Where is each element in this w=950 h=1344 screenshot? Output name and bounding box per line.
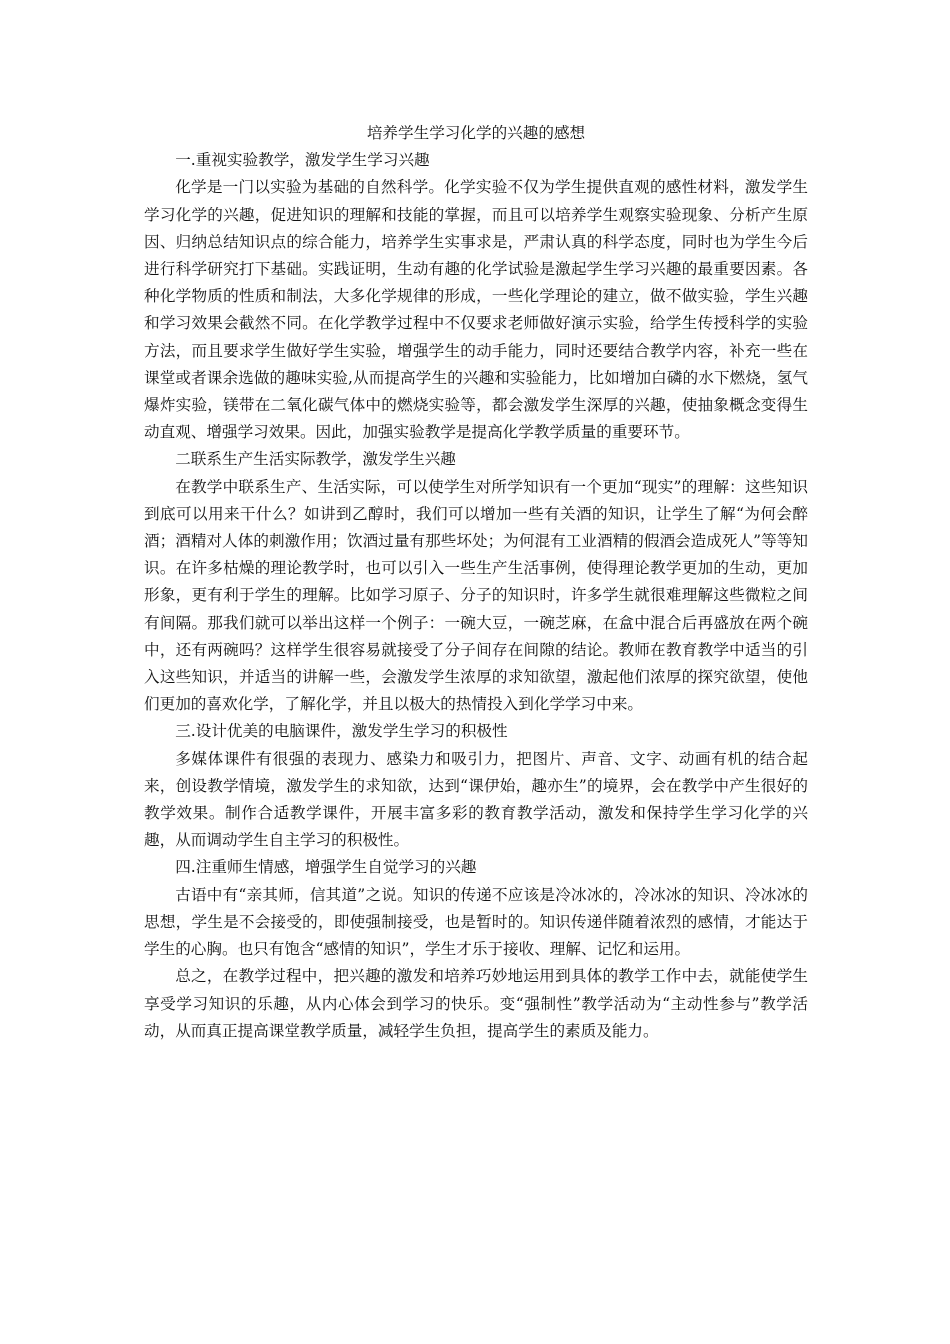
paragraph: 多媒体课件有很强的表现力、感染力和吸引力，把图片、声音、文字、动画有机的结合起来，创设教学情境，激发学生的求知欲，达到“课伊始，趣亦生”的境界，会在教学中产生很好的教学效果。制作合适教学课件，开展丰富多彩的教育教学活动，激发和保持学生学习化学的兴趣，从而调动学生自主学习的积极性。 <box>144 749 808 850</box>
section-heading: 四.注重师生情感，增强学生自觉学习的兴趣 <box>175 858 477 877</box>
paragraph: 古语中有“亲其师，信其道”之说。知识的传递不应该是冷冰冰的，冷冰冰的知识、冷冰冰的思想，学生是不会接受的，即使强制接受，也是暂时的。知识传递伴随着浓烈的感情，才能达于学生的心胸。也只有饱含“感情的知识”，学生才乐于接收、理解、记忆和运用。 <box>144 885 808 959</box>
section-1 <box>144 147 808 446</box>
section-2 <box>144 446 808 718</box>
section-heading: 三.设计优美的电脑课件，激发学生学习的积极性 <box>175 722 508 741</box>
conclusion-paragraph: 总之，在教学过程中，把兴趣的激发和培养巧妙地运用到具体的教学工作中去，就能使学生享受学习知识的乐趣，从内心体会到学习的快乐。变“强制性”教学活动为“主动性参与”教学活动，从而真正提高课堂教学质量，减轻学生负担，提高学生的素质及能力。 <box>144 967 808 1040</box>
paragraph: 在教学中联系生产、生活实际，可以使学生对所学知识有一个更加“现实”的理解：这些知识到底可以用来干什么？如讲到乙醇时，我们可以增加一些有关酒的知识，让学生了解“为何会醉酒；酒精对人体的刺激作用；饮酒过量有那些坏处；为何混有工业酒精的假酒会造成死人”等等知识。在许多枯燥的理论教学时，也可以引入一些生产生活事例，使得理论教学更加的生动，更加形象，更有利于学生的理解。比如学习原子、分子的知识时，许多学生就很难理解这些微粒之间有间隔。那我们就可以举出这样一个例子：一碗大豆，一碗芝麻，在盒中混合后再盛放在两个碗中，还有两碗吗？这样学生很容易就接受了分子间存在间隙的结论。教师在教育教学中适当的引入这些知识，并适当的讲解一些，会激发学生浓厚的求知欲望，激起他们浓厚的探究欲望，使他们更加的喜欢化学，了解化学，并且以极大的热情投入到化学学习中来。 <box>144 477 808 714</box>
section-4 <box>144 854 808 1044</box>
section-heading: 一.重视实验教学，激发学生学习兴趣 <box>175 151 430 170</box>
document-page <box>144 120 808 1045</box>
section-heading: 二联系生产生活实际教学，激发学生兴趣 <box>175 450 456 469</box>
paragraph: 化学是一门以实验为基础的自然科学。化学实验不仅为学生提供直观的感性材料，激发学生学习化学的兴趣，促进知识的理解和技能的掌握，而且可以培养学生观察实验现象、分析产生原因、归纳总结知识点的综合能力，培养学生实事求是，严肃认真的科学态度，同时也为学生今后进行科学研究打下基础。实践证明，生动有趣的化学试验是激起学生学习兴趣的最重要因素。各种化学物质的性质和制法，大多化学规律的形成，一些化学理论的建立，做不做实验，学生兴趣和学习效果会截然不同。在化学教学过程中不仅要求老师做好演示实验，给学生传授科学的实验方法，而且要求学生做好学生实验，增强学生的动手能力，同时还要结合教学内容，补充一些在课堂或者课余选做的趣味实验,从而提高学生的兴趣和实验能力，比如增加白磷的水下燃烧，氢气爆炸实验，镁带在二氧化碳气体中的燃烧实验等，都会激发学生深厚的兴趣，使抽象概念变得生动直观、增强学习效果。因此，加强实验教学是提高化学教学质量的重要环节。 <box>144 178 808 442</box>
document-title: 培养学生学习化学的兴趣的感想 <box>366 124 586 142</box>
section-3 <box>144 718 808 854</box>
